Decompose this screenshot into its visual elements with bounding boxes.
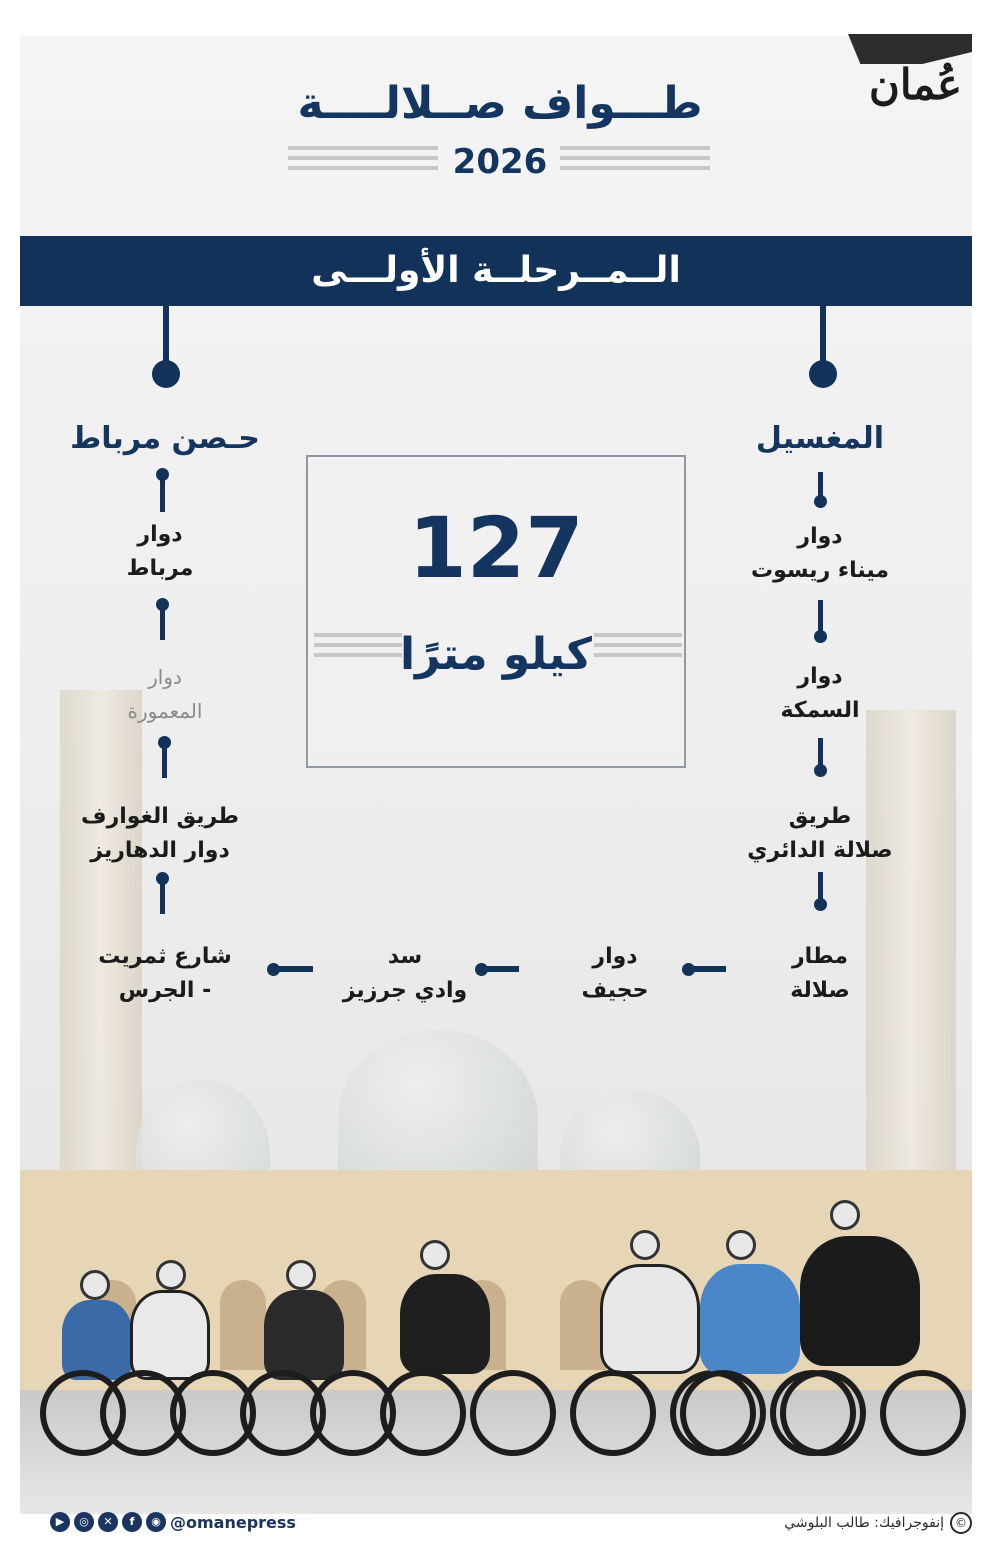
cyclist (380, 1240, 560, 1470)
connector-dot (809, 360, 837, 388)
cyclist (780, 1200, 972, 1480)
cyclist (100, 1260, 250, 1470)
event-title: طـــواف صــلالــــة (297, 78, 703, 129)
connector-line (163, 286, 169, 366)
web-icon[interactable]: ◉ (146, 1512, 166, 1532)
youtube-icon[interactable]: ▶ (50, 1512, 70, 1532)
route-finish: حـصن مرباط (70, 421, 260, 456)
connector-line (160, 604, 165, 640)
connector-line (692, 966, 726, 972)
connector-line (162, 742, 167, 778)
connector-line (818, 600, 823, 634)
route-point: دوار حجيف (581, 944, 649, 1003)
distance-unit: كيلو مترًا (399, 629, 593, 680)
route-point: دوار ميناء ريسوت (751, 524, 889, 583)
event-year: 2026 (452, 142, 548, 182)
connector-line (277, 966, 313, 972)
connector-line (820, 286, 826, 366)
credit-footer (784, 1512, 972, 1534)
cyclist (240, 1260, 390, 1470)
route-point: مطار صلالة (790, 944, 850, 1003)
connector-line (160, 878, 165, 914)
instagram-icon[interactable]: ◎ (74, 1512, 94, 1532)
stage-banner: الــمــرحلــة الأولـــى (20, 236, 972, 306)
connector-dot (156, 468, 169, 481)
route-point: طريق صلالة الدائري (747, 804, 893, 863)
route-point: طريق الغوارف دوار الدهاريز (81, 804, 239, 863)
connector-dot (152, 360, 180, 388)
connector-dot (814, 495, 827, 508)
connector-dot (814, 898, 827, 911)
mosque-cyclists-photo (20, 650, 972, 1514)
social-handle[interactable]: @omanepress (170, 1512, 296, 1532)
distance-value: 127 (408, 499, 584, 597)
infographic-credit: إنفوجرافيك: طالب البلوشي (784, 1515, 944, 1531)
logo-text: عُمان (869, 60, 962, 109)
facebook-icon[interactable]: f (122, 1512, 142, 1532)
copyright-icon: © (950, 1512, 972, 1534)
route-point: سد وادي جرزيز (342, 944, 468, 1003)
route-point: دوار السمكة (780, 664, 860, 723)
route-start: المغسيل (755, 421, 885, 456)
twitter-icon[interactable]: ✕ (98, 1512, 118, 1532)
route-point: دوار مرباط (126, 522, 194, 581)
connector-dot (814, 764, 827, 777)
connector-line (485, 966, 519, 972)
route-point: دوار المعمورة (127, 665, 203, 723)
route-point: شارع ثمريت - الجرس (98, 944, 232, 1003)
connector-dot (814, 630, 827, 643)
social-footer (50, 1512, 296, 1532)
distance-box (306, 455, 686, 768)
